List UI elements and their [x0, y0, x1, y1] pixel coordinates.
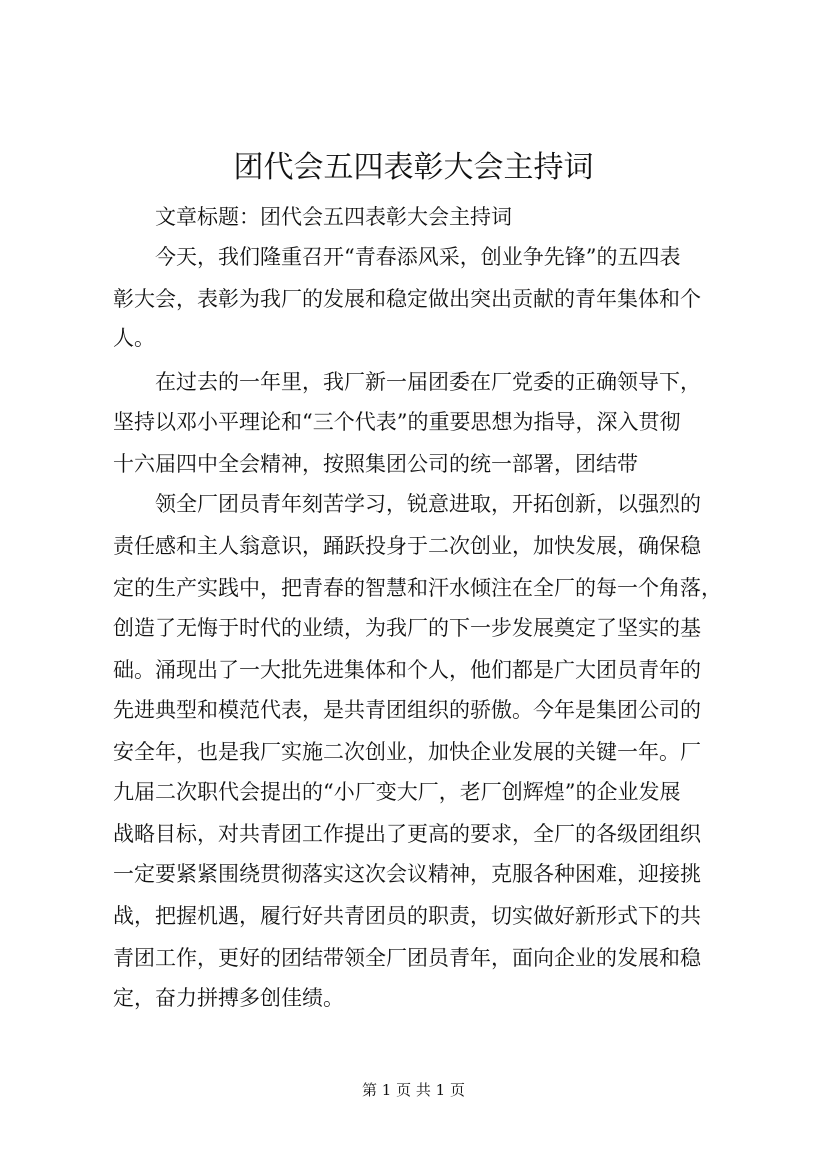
body-line: 彰大会，表彰为我厂的发展和稳定做出突出贡献的青年集体和个 [113, 287, 701, 311]
body-line: 领全厂团员青年刻苦学习，锐意进取，开拓创新，以强烈的 [113, 492, 701, 516]
body-line: 战略目标，对共青团工作提出了更高的要求，全厂的各级团组织 [113, 822, 701, 846]
body-line: 创造了无悔于时代的业绩，为我厂的下一步发展奠定了坚实的基 [113, 616, 701, 640]
body-line: 一定要紧紧围绕贯彻落实这次会议精神，克服各种困难，迎接挑 [113, 862, 701, 886]
body-line: 础。涌现出了一大批先进集体和个人，他们都是广大团员青年的 [113, 658, 701, 682]
body-line: 安全年，也是我厂实施二次创业，加快企业发展的关键一年。厂 [113, 740, 701, 764]
body-line: 坚持以邓小平理论和“三个代表”的重要思想为指导，深入贯彻 [113, 410, 681, 434]
body-line: 人。 [113, 326, 155, 350]
document-title: 团代会五四表彰大会主持词 [233, 150, 594, 185]
body-line: 定的生产实践中，把青春的智慧和汗水倾注在全厂的每一个角落， [113, 576, 722, 600]
body-line: 九届二次职代会提出的“小厂变大厂，老厂创辉煌”的企业发展 [113, 780, 681, 804]
body-line: 责任感和主人翁意识，踊跃投身于二次创业，加快发展，确保稳 [113, 534, 701, 558]
page-footer: 第 1 页 共 1 页 [362, 1081, 465, 1099]
body-line: 战，把握机遇，履行好共青团员的职责，切实做好新形式下的共 [113, 904, 701, 928]
body-line: 青团工作，更好的团结带领全厂团员青年，面向企业的发展和稳 [113, 946, 701, 970]
body-line: 今天，我们隆重召开“青春添风采，创业争先锋”的五四表 [113, 245, 681, 269]
body-line: 十六届四中全会精神，按照集团公司的统一部署，团结带 [113, 452, 638, 476]
body-line: 先进典型和模范代表，是共青团组织的骄傲。今年是集团公司的 [113, 698, 701, 722]
body-line: 定，奋力拼搏多创佳绩。 [113, 986, 344, 1010]
body-line: 文章标题：团代会五四表彰大会主持词 [113, 205, 512, 229]
body-line: 在过去的一年里，我厂新一届团委在厂党委的正确领导下， [113, 370, 701, 394]
